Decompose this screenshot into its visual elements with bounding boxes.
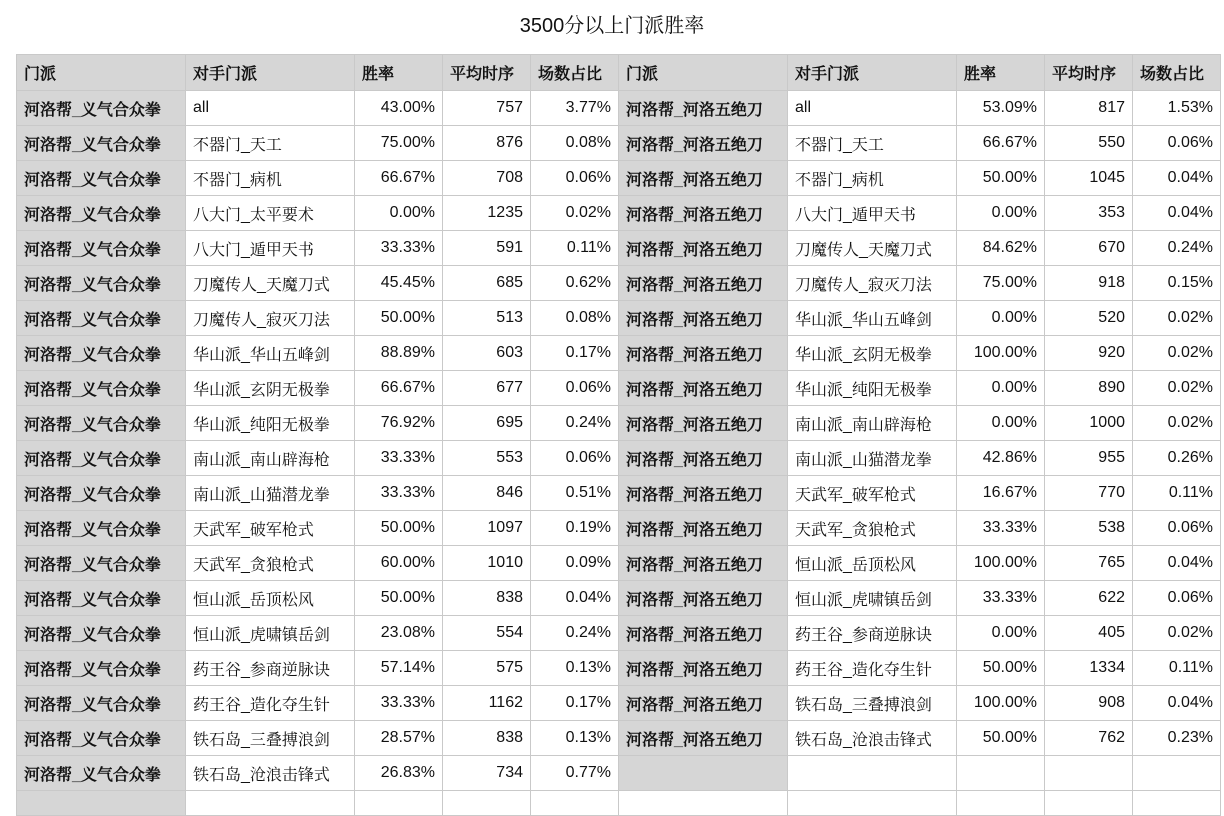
- sect-cell[interactable]: 河洛帮_河洛五绝刀: [619, 371, 788, 406]
- opponent-cell[interactable]: 天武军_破军枪式: [788, 476, 957, 511]
- match-share-cell[interactable]: 0.23%: [1133, 721, 1221, 756]
- avg-time-cell[interactable]: 520: [1045, 301, 1133, 336]
- winrate-cell[interactable]: 0.00%: [957, 616, 1045, 651]
- empty-cell[interactable]: [957, 791, 1045, 816]
- winrate-cell[interactable]: 66.67%: [957, 126, 1045, 161]
- winrate-cell[interactable]: 23.08%: [355, 616, 443, 651]
- opponent-cell[interactable]: 八大门_太平要术: [186, 196, 355, 231]
- match-share-cell[interactable]: 0.24%: [531, 406, 619, 441]
- match-share-cell[interactable]: 0.62%: [531, 266, 619, 301]
- sect-cell[interactable]: 河洛帮_义气合众拳: [17, 651, 186, 686]
- header-row: [17, 55, 1221, 91]
- avg-time-cell[interactable]: 405: [1045, 616, 1133, 651]
- page-title: 3500分以上门派胜率: [519, 15, 705, 37]
- table-row: [17, 756, 1221, 791]
- column-header[interactable]: 胜率: [355, 55, 443, 91]
- opponent-cell[interactable]: 天武军_贪狼枪式: [788, 511, 957, 546]
- avg-time-cell[interactable]: 1000: [1045, 406, 1133, 441]
- column-header[interactable]: 对手门派: [788, 55, 957, 91]
- winrate-cell[interactable]: 33.33%: [355, 441, 443, 476]
- column-header[interactable]: 场数占比: [1133, 55, 1221, 91]
- column-header[interactable]: 门派: [17, 55, 186, 91]
- empty-cell[interactable]: [443, 791, 531, 816]
- winrate-cell[interactable]: 66.67%: [355, 371, 443, 406]
- opponent-cell[interactable]: all: [788, 91, 957, 126]
- winrate-cell[interactable]: 16.67%: [957, 476, 1045, 511]
- match-share-cell[interactable]: 0.11%: [1133, 651, 1221, 686]
- winrate-cell[interactable]: 76.92%: [355, 406, 443, 441]
- opponent-cell[interactable]: 南山派_南山辟海枪: [788, 406, 957, 441]
- winrate-cell[interactable]: 88.89%: [355, 336, 443, 371]
- winrate-cell[interactable]: 57.14%: [355, 651, 443, 686]
- winrate-cell[interactable]: 66.67%: [355, 161, 443, 196]
- sect-cell[interactable]: 河洛帮_河洛五绝刀: [619, 721, 788, 756]
- winrate-cell[interactable]: 33.33%: [355, 231, 443, 266]
- opponent-cell[interactable]: 药王谷_参商逆脉诀: [788, 616, 957, 651]
- table-row: [17, 686, 1221, 721]
- sect-cell[interactable]: 河洛帮_义气合众拳: [17, 546, 186, 581]
- sect-cell[interactable]: 河洛帮_河洛五绝刀: [619, 196, 788, 231]
- opponent-cell[interactable]: 恒山派_岳顶松风: [186, 581, 355, 616]
- match-share-cell[interactable]: 0.06%: [531, 371, 619, 406]
- avg-time-cell[interactable]: 1010: [443, 546, 531, 581]
- avg-time-cell[interactable]: 908: [1045, 686, 1133, 721]
- avg-time-cell[interactable]: 575: [443, 651, 531, 686]
- winrate-cell[interactable]: 33.33%: [355, 476, 443, 511]
- opponent-cell[interactable]: 华山派_纯阳无极拳: [186, 406, 355, 441]
- avg-time-cell[interactable]: 1097: [443, 511, 531, 546]
- match-share-cell[interactable]: 0.24%: [531, 616, 619, 651]
- match-share-cell[interactable]: 0.13%: [531, 651, 619, 686]
- match-share-cell[interactable]: 0.19%: [531, 511, 619, 546]
- opponent-cell[interactable]: 铁石岛_沧浪击锋式: [788, 721, 957, 756]
- opponent-cell[interactable]: 铁石岛_三叠搏浪剑: [186, 721, 355, 756]
- opponent-cell[interactable]: 南山派_南山辟海枪: [186, 441, 355, 476]
- sect-cell[interactable]: 河洛帮_河洛五绝刀: [619, 476, 788, 511]
- table-row: [17, 126, 1221, 161]
- sect-cell[interactable]: 河洛帮_义气合众拳: [17, 266, 186, 301]
- match-share-cell[interactable]: 0.08%: [531, 301, 619, 336]
- column-header[interactable]: 胜率: [957, 55, 1045, 91]
- match-share-cell[interactable]: 0.11%: [531, 231, 619, 266]
- table-row: [17, 651, 1221, 686]
- match-share-cell[interactable]: 0.04%: [1133, 196, 1221, 231]
- sect-cell[interactable]: 河洛帮_义气合众拳: [17, 91, 186, 126]
- sect-cell[interactable]: 河洛帮_河洛五绝刀: [619, 266, 788, 301]
- avg-time-cell[interactable]: 918: [1045, 266, 1133, 301]
- avg-time-cell[interactable]: 708: [443, 161, 531, 196]
- avg-time-cell[interactable]: 677: [443, 371, 531, 406]
- match-share-cell[interactable]: 1.53%: [1133, 91, 1221, 126]
- table-row: [17, 511, 1221, 546]
- avg-time-cell[interactable]: 770: [1045, 476, 1133, 511]
- empty-cell[interactable]: [186, 791, 355, 816]
- sect-cell[interactable]: 河洛帮_义气合众拳: [17, 336, 186, 371]
- avg-time-cell[interactable]: 538: [1045, 511, 1133, 546]
- opponent-cell[interactable]: 华山派_华山五峰剑: [186, 336, 355, 371]
- opponent-cell[interactable]: 八大门_遁甲天书: [186, 231, 355, 266]
- table-row: [17, 441, 1221, 476]
- opponent-cell[interactable]: 刀魔传人_天魔刀式: [186, 266, 355, 301]
- sect-cell[interactable]: 河洛帮_义气合众拳: [17, 231, 186, 266]
- winrate-cell[interactable]: 100.00%: [957, 546, 1045, 581]
- winrate-cell[interactable]: 50.00%: [355, 511, 443, 546]
- match-share-cell[interactable]: 0.02%: [1133, 406, 1221, 441]
- avg-time-cell[interactable]: 1235: [443, 196, 531, 231]
- avg-time-cell[interactable]: 876: [443, 126, 531, 161]
- winrate-cell[interactable]: 53.09%: [957, 91, 1045, 126]
- avg-time-cell[interactable]: 554: [443, 616, 531, 651]
- opponent-cell[interactable]: 药王谷_造化夺生针: [186, 686, 355, 721]
- table-row: [17, 476, 1221, 511]
- match-share-cell[interactable]: 0.26%: [1133, 441, 1221, 476]
- avg-time-cell[interactable]: 817: [1045, 91, 1133, 126]
- sect-cell[interactable]: 河洛帮_义气合众拳: [17, 406, 186, 441]
- match-share-cell[interactable]: 0.04%: [1133, 686, 1221, 721]
- match-share-cell[interactable]: 0.02%: [1133, 336, 1221, 371]
- table-row-partial: [17, 791, 1221, 816]
- opponent-cell[interactable]: 华山派_玄阴无极拳: [788, 336, 957, 371]
- avg-time-cell[interactable]: 734: [443, 756, 531, 791]
- winrate-cell[interactable]: 50.00%: [355, 301, 443, 336]
- avg-time-cell[interactable]: 553: [443, 441, 531, 476]
- sect-cell[interactable]: 河洛帮_义气合众拳: [17, 371, 186, 406]
- winrate-cell[interactable]: 0.00%: [957, 301, 1045, 336]
- opponent-cell[interactable]: 刀魔传人_寂灭刀法: [788, 266, 957, 301]
- match-share-cell[interactable]: 0.02%: [1133, 616, 1221, 651]
- sect-cell[interactable]: 河洛帮_河洛五绝刀: [619, 651, 788, 686]
- avg-time-cell[interactable]: 765: [1045, 546, 1133, 581]
- avg-time-cell[interactable]: 838: [443, 581, 531, 616]
- match-share-cell[interactable]: 0.15%: [1133, 266, 1221, 301]
- opponent-cell[interactable]: 华山派_华山五峰剑: [788, 301, 957, 336]
- table-row: [17, 721, 1221, 756]
- empty-cell[interactable]: [788, 791, 957, 816]
- table-row: [17, 371, 1221, 406]
- avg-time-cell[interactable]: 353: [1045, 196, 1133, 231]
- empty-cell[interactable]: [531, 791, 619, 816]
- sect-cell[interactable]: [619, 756, 788, 791]
- opponent-cell[interactable]: 刀魔传人_天魔刀式: [788, 231, 957, 266]
- opponent-cell[interactable]: 南山派_山猫潜龙拳: [788, 441, 957, 476]
- match-share-cell[interactable]: [1133, 756, 1221, 791]
- opponent-cell[interactable]: all: [186, 91, 355, 126]
- match-share-cell[interactable]: 0.77%: [531, 756, 619, 791]
- table-row: [17, 196, 1221, 231]
- avg-time-cell[interactable]: 838: [443, 721, 531, 756]
- avg-time-cell[interactable]: 955: [1045, 441, 1133, 476]
- winrate-cell[interactable]: 50.00%: [957, 651, 1045, 686]
- opponent-cell[interactable]: 恒山派_虎啸镇岳剑: [186, 616, 355, 651]
- avg-time-cell[interactable]: 762: [1045, 721, 1133, 756]
- sect-cell[interactable]: 河洛帮_河洛五绝刀: [619, 616, 788, 651]
- avg-time-cell[interactable]: 670: [1045, 231, 1133, 266]
- empty-cell[interactable]: [1133, 791, 1221, 816]
- avg-time-cell[interactable]: [1045, 756, 1133, 791]
- winrate-table: [16, 54, 1221, 816]
- winrate-cell[interactable]: 43.00%: [355, 91, 443, 126]
- avg-time-cell[interactable]: 603: [443, 336, 531, 371]
- sect-cell[interactable]: 河洛帮_义气合众拳: [17, 581, 186, 616]
- winrate-cell[interactable]: 33.33%: [957, 511, 1045, 546]
- winrate-cell[interactable]: 0.00%: [957, 371, 1045, 406]
- table-row: [17, 91, 1221, 126]
- column-header[interactable]: 平均时序: [443, 55, 531, 91]
- sect-cell[interactable]: 河洛帮_义气合众拳: [17, 756, 186, 791]
- sect-cell[interactable]: 河洛帮_义气合众拳: [17, 161, 186, 196]
- opponent-cell[interactable]: 恒山派_虎啸镇岳剑: [788, 581, 957, 616]
- match-share-cell[interactable]: 0.02%: [1133, 301, 1221, 336]
- opponent-cell[interactable]: 恒山派_岳顶松风: [788, 546, 957, 581]
- match-share-cell[interactable]: 0.13%: [531, 721, 619, 756]
- sect-cell[interactable]: 河洛帮_河洛五绝刀: [619, 546, 788, 581]
- avg-time-cell[interactable]: 1162: [443, 686, 531, 721]
- match-share-cell[interactable]: 0.06%: [1133, 581, 1221, 616]
- avg-time-cell[interactable]: 757: [443, 91, 531, 126]
- winrate-cell[interactable]: 75.00%: [957, 266, 1045, 301]
- winrate-cell[interactable]: 60.00%: [355, 546, 443, 581]
- sect-cell[interactable]: 河洛帮_义气合众拳: [17, 301, 186, 336]
- column-header[interactable]: 平均时序: [1045, 55, 1133, 91]
- table-row: [17, 301, 1221, 336]
- sect-cell[interactable]: 河洛帮_河洛五绝刀: [619, 686, 788, 721]
- sect-cell[interactable]: 河洛帮_义气合众拳: [17, 441, 186, 476]
- winrate-cell[interactable]: 0.00%: [355, 196, 443, 231]
- match-share-cell[interactable]: 0.02%: [531, 196, 619, 231]
- opponent-cell[interactable]: 铁石岛_沧浪击锋式: [186, 756, 355, 791]
- match-share-cell[interactable]: 0.08%: [531, 126, 619, 161]
- avg-time-cell[interactable]: 591: [443, 231, 531, 266]
- match-share-cell[interactable]: 0.51%: [531, 476, 619, 511]
- sect-cell[interactable]: 河洛帮_河洛五绝刀: [619, 91, 788, 126]
- match-share-cell[interactable]: 0.24%: [1133, 231, 1221, 266]
- column-header[interactable]: 场数占比: [531, 55, 619, 91]
- empty-cell[interactable]: [619, 791, 788, 816]
- sect-cell[interactable]: 河洛帮_河洛五绝刀: [619, 161, 788, 196]
- winrate-cell[interactable]: 50.00%: [957, 721, 1045, 756]
- match-share-cell[interactable]: 0.17%: [531, 686, 619, 721]
- opponent-cell[interactable]: 药王谷_造化夺生针: [788, 651, 957, 686]
- table-row: [17, 406, 1221, 441]
- table-row: [17, 546, 1221, 581]
- table-row: [17, 161, 1221, 196]
- opponent-cell[interactable]: 不器门_病机: [788, 161, 957, 196]
- table-row: [17, 616, 1221, 651]
- winrate-cell[interactable]: 100.00%: [957, 336, 1045, 371]
- sect-cell[interactable]: 河洛帮_河洛五绝刀: [619, 231, 788, 266]
- avg-time-cell[interactable]: 1334: [1045, 651, 1133, 686]
- table-row: [17, 581, 1221, 616]
- table-row: [17, 336, 1221, 371]
- sect-cell[interactable]: 河洛帮_义气合众拳: [17, 196, 186, 231]
- winrate-cell[interactable]: 50.00%: [957, 161, 1045, 196]
- winrate-cell[interactable]: 50.00%: [355, 581, 443, 616]
- avg-time-cell[interactable]: 1045: [1045, 161, 1133, 196]
- sect-cell[interactable]: 河洛帮_河洛五绝刀: [619, 336, 788, 371]
- sect-cell[interactable]: 河洛帮_义气合众拳: [17, 511, 186, 546]
- avg-time-cell[interactable]: 920: [1045, 336, 1133, 371]
- avg-time-cell[interactable]: 685: [443, 266, 531, 301]
- avg-time-cell[interactable]: 550: [1045, 126, 1133, 161]
- column-header[interactable]: 对手门派: [186, 55, 355, 91]
- winrate-cell[interactable]: [957, 756, 1045, 791]
- avg-time-cell[interactable]: 890: [1045, 371, 1133, 406]
- table-row: [17, 231, 1221, 266]
- sect-cell[interactable]: 河洛帮_河洛五绝刀: [619, 406, 788, 441]
- winrate-cell[interactable]: 42.86%: [957, 441, 1045, 476]
- match-share-cell[interactable]: 0.06%: [531, 441, 619, 476]
- match-share-cell[interactable]: 0.06%: [1133, 126, 1221, 161]
- winrate-cell[interactable]: 33.33%: [355, 686, 443, 721]
- winrate-cell[interactable]: 75.00%: [355, 126, 443, 161]
- opponent-cell[interactable]: 华山派_纯阳无极拳: [788, 371, 957, 406]
- winrate-cell[interactable]: 0.00%: [957, 196, 1045, 231]
- empty-cell[interactable]: [1045, 791, 1133, 816]
- match-share-cell[interactable]: 0.09%: [531, 546, 619, 581]
- table-row: [17, 266, 1221, 301]
- winrate-cell[interactable]: 26.83%: [355, 756, 443, 791]
- column-header[interactable]: 门派: [619, 55, 788, 91]
- opponent-cell[interactable]: 不器门_天工: [788, 126, 957, 161]
- empty-cell[interactable]: [355, 791, 443, 816]
- match-share-cell[interactable]: 0.04%: [1133, 546, 1221, 581]
- sect-cell[interactable]: 河洛帮_河洛五绝刀: [619, 441, 788, 476]
- opponent-cell[interactable]: 天武军_贪狼枪式: [186, 546, 355, 581]
- opponent-cell[interactable]: 不器门_天工: [186, 126, 355, 161]
- match-share-cell[interactable]: 0.06%: [531, 161, 619, 196]
- match-share-cell[interactable]: 3.77%: [531, 91, 619, 126]
- opponent-cell[interactable]: 天武军_破军枪式: [186, 511, 355, 546]
- sect-cell[interactable]: 河洛帮_义气合众拳: [17, 126, 186, 161]
- avg-time-cell[interactable]: 622: [1045, 581, 1133, 616]
- avg-time-cell[interactable]: 513: [443, 301, 531, 336]
- opponent-cell[interactable]: 药王谷_参商逆脉诀: [186, 651, 355, 686]
- match-share-cell[interactable]: 0.06%: [1133, 511, 1221, 546]
- sect-cell[interactable]: 河洛帮_义气合众拳: [17, 686, 186, 721]
- sect-cell[interactable]: 河洛帮_义气合众拳: [17, 476, 186, 511]
- winrate-cell[interactable]: 0.00%: [957, 406, 1045, 441]
- empty-cell[interactable]: [17, 791, 186, 816]
- winrate-cell[interactable]: 84.62%: [957, 231, 1045, 266]
- opponent-cell[interactable]: 南山派_山猫潜龙拳: [186, 476, 355, 511]
- sect-cell[interactable]: 河洛帮_河洛五绝刀: [619, 581, 788, 616]
- match-share-cell[interactable]: 0.04%: [531, 581, 619, 616]
- opponent-cell[interactable]: 不器门_病机: [186, 161, 355, 196]
- opponent-cell[interactable]: 刀魔传人_寂灭刀法: [186, 301, 355, 336]
- opponent-cell[interactable]: 八大门_遁甲天书: [788, 196, 957, 231]
- winrate-cell[interactable]: 45.45%: [355, 266, 443, 301]
- avg-time-cell[interactable]: 846: [443, 476, 531, 511]
- winrate-cell[interactable]: 33.33%: [957, 581, 1045, 616]
- sect-cell[interactable]: 河洛帮_河洛五绝刀: [619, 511, 788, 546]
- match-share-cell[interactable]: 0.17%: [531, 336, 619, 371]
- winrate-cell[interactable]: 100.00%: [957, 686, 1045, 721]
- avg-time-cell[interactable]: 695: [443, 406, 531, 441]
- opponent-cell[interactable]: [788, 756, 957, 791]
- winrate-cell[interactable]: 28.57%: [355, 721, 443, 756]
- sect-cell[interactable]: 河洛帮_河洛五绝刀: [619, 126, 788, 161]
- match-share-cell[interactable]: 0.11%: [1133, 476, 1221, 511]
- opponent-cell[interactable]: 华山派_玄阴无极拳: [186, 371, 355, 406]
- match-share-cell[interactable]: 0.04%: [1133, 161, 1221, 196]
- opponent-cell[interactable]: 铁石岛_三叠搏浪剑: [788, 686, 957, 721]
- sect-cell[interactable]: 河洛帮_义气合众拳: [17, 616, 186, 651]
- sect-cell[interactable]: 河洛帮_河洛五绝刀: [619, 301, 788, 336]
- match-share-cell[interactable]: 0.02%: [1133, 371, 1221, 406]
- sect-cell[interactable]: 河洛帮_义气合众拳: [17, 721, 186, 756]
